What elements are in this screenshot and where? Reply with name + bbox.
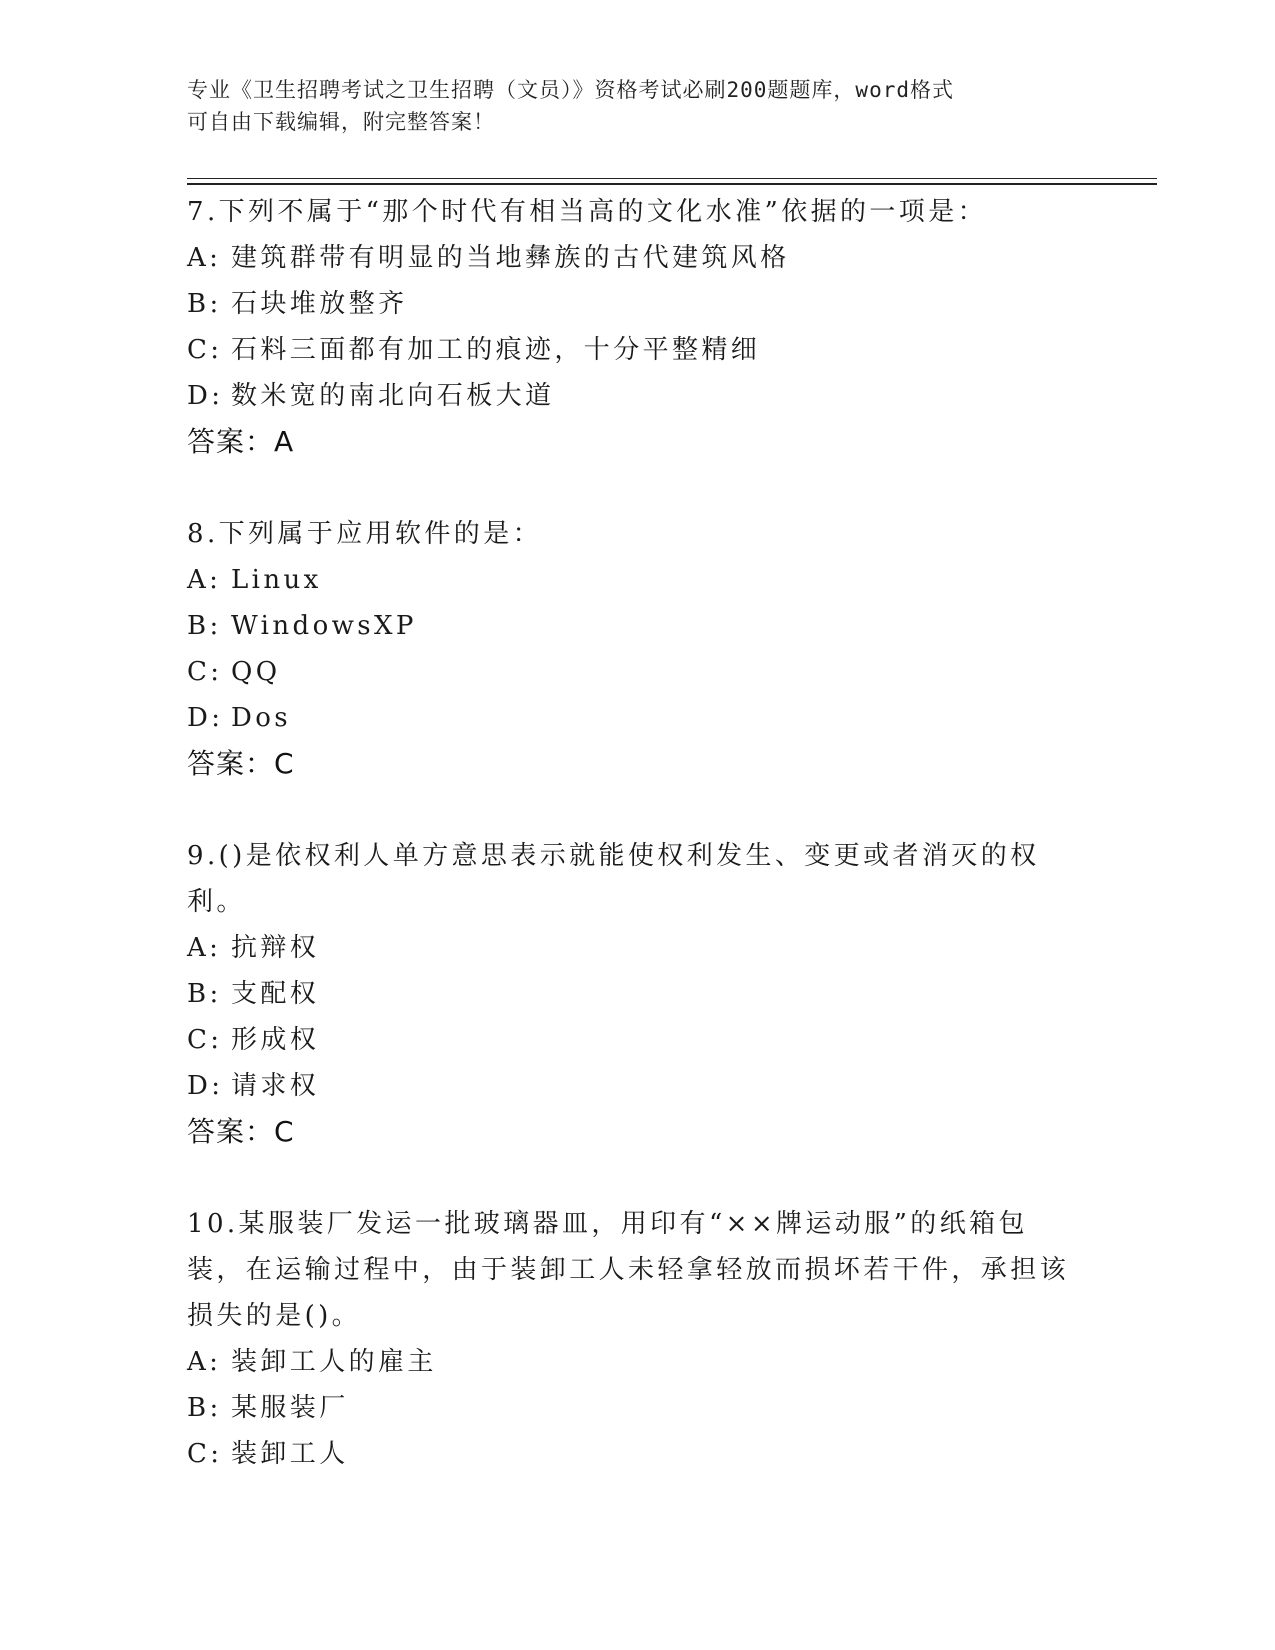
option-text: 数米宽的南北向石板大道: [231, 381, 555, 411]
option-key: C:: [187, 1025, 223, 1055]
option-key: B:: [187, 979, 222, 1009]
option-text: 石料三面都有加工的痕迹，十分平整精细: [231, 335, 761, 365]
option-key: D:: [187, 381, 224, 411]
header-divider-thin: [187, 178, 1157, 179]
question-stem: 7.下列不属于“那个时代有相当高的文化水准”依据的一项是：: [187, 197, 987, 227]
option-key: C:: [187, 1439, 223, 1469]
option-text: 抗辩权: [231, 933, 320, 963]
header-line-2: 可自由下载编辑，附完整答案！: [187, 110, 495, 134]
option-key: D:: [187, 1071, 224, 1101]
option-c: [187, 1017, 1077, 1063]
option-text: 装卸工人的雇主: [231, 1347, 437, 1377]
option-text: 某服装厂: [231, 1393, 349, 1423]
option-text: QQ: [231, 657, 281, 687]
option-b: [187, 603, 1077, 649]
option-text: 石块堆放整齐: [231, 289, 408, 319]
option-a: [187, 557, 1077, 603]
answer-line: 答案：A: [187, 425, 295, 458]
option-c: [187, 327, 1077, 373]
question-stem: 10.某服装厂发运一批玻璃器皿，用印有“××牌运动服”的纸箱包装，在运输过程中，由于装卸工人未轻拿轻放而损坏若干件，承担该损失的是()。: [187, 1209, 1070, 1331]
option-text: 形成权: [231, 1025, 320, 1055]
option-c: [187, 649, 1077, 695]
option-d: [187, 695, 1077, 741]
option-key: A:: [187, 933, 222, 963]
question-stem: 8.下列属于应用软件的是：: [187, 519, 543, 549]
question-7: [187, 189, 1077, 465]
option-key: C:: [187, 335, 223, 365]
option-c: [187, 1431, 1077, 1477]
header-divider-thick: [187, 183, 1157, 185]
option-key: D:: [187, 703, 224, 733]
option-text: Linux: [231, 565, 322, 595]
option-text: 请求权: [231, 1071, 320, 1101]
question-9: [187, 833, 1077, 1155]
header-line-1: 专业《卫生招聘考试之卫生招聘（文员）》资格考试必刷200题题库，word格式: [187, 78, 954, 102]
option-key: B:: [187, 611, 222, 641]
option-b: [187, 281, 1077, 327]
document-header: [187, 74, 1087, 138]
question-stem: 9.()是依权利人单方意思表示就能使权利发生、变更或者消灭的权利。: [187, 841, 1040, 917]
option-text: 建筑群带有明显的当地彝族的古代建筑风格: [231, 243, 790, 273]
option-key: A:: [187, 243, 222, 273]
option-text: WindowsXP: [231, 611, 417, 641]
option-a: [187, 1339, 1077, 1385]
answer-line: 答案：C: [187, 1115, 295, 1148]
option-key: A:: [187, 1347, 222, 1377]
question-10: [187, 1201, 1077, 1477]
option-d: [187, 373, 1077, 419]
option-b: [187, 971, 1077, 1017]
option-key: B:: [187, 1393, 222, 1423]
question-list: [187, 189, 1077, 1523]
option-b: [187, 1385, 1077, 1431]
option-a: [187, 235, 1077, 281]
option-key: B:: [187, 289, 222, 319]
option-a: [187, 925, 1077, 971]
question-8: [187, 511, 1077, 787]
option-text: Dos: [231, 703, 292, 733]
option-text: 支配权: [231, 979, 320, 1009]
option-key: C:: [187, 657, 223, 687]
option-key: A:: [187, 565, 222, 595]
option-text: 装卸工人: [231, 1439, 349, 1469]
answer-line: 答案：C: [187, 747, 295, 780]
option-d: [187, 1063, 1077, 1109]
